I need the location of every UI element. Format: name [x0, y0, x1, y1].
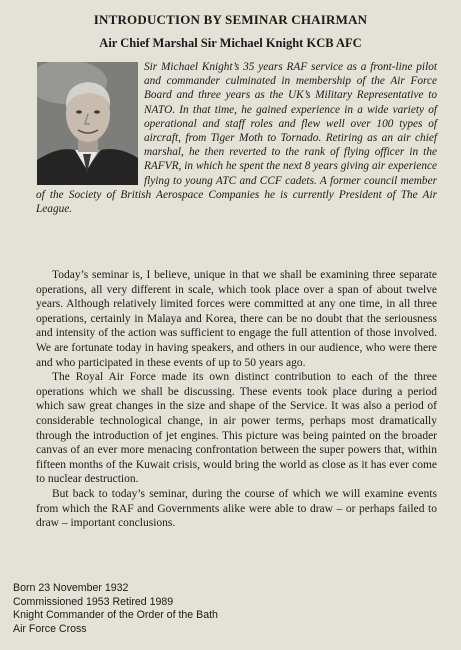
detail-honour-afc: Air Force Cross: [13, 622, 87, 635]
paragraph: The Royal Air Force made its own distinct contribution to each of the three operations which we shall be discussing. These events took place during a period which saw great changes in the size and shape of the Service. It was also a period of considerable technological change, in air power terms, perhaps most dramatically through the introduction of jet engines. This picture was being painted on the broader canvas of an ever more menacing confrontation between the super powers that, within fifteen months of the Kuwait crisis, would bring the world as close as it has ever come to nuclear destruction.: [36, 371, 437, 486]
biography-text: [36, 60, 437, 216]
paragraph: Today’s seminar is, I believe, unique in that we shall be examining three separate operations, all very different in scale, which took place over a span of about twelve years. Although relatively limited forces were committed at any one time, in all three operations, certainly in Malaya and Korea, there can be no doubt that the seriousness and intensity of the action was sufficient to engage the full attention of those involved. We are fortunate today in having speakers, and others in our audience, who were there and who participated in these events of up to 50 years ago.: [36, 269, 437, 369]
introduction-body: [36, 268, 437, 531]
detail-honour-kcb: Knight Commander of the Order of the Bath: [13, 609, 218, 622]
detail-born: Born 23 November 1932: [13, 582, 129, 594]
paragraph: But back to today’s seminar, during the course of which we will examine events from which the RAF and Governments alike were able to draw – or perhaps failed to draw – important conclusions.: [36, 487, 437, 530]
page-title: INTRODUCTION BY SEMINAR CHAIRMAN: [93, 12, 368, 27]
page-subtitle: Air Chief Marshal Sir Michael Knight KCB AFC: [99, 36, 362, 50]
detail-service: Commissioned 1953 Retired 1989: [13, 595, 174, 608]
biography-body: Sir Michael Knight’s 35 years RAF service as a front-line pilot and commander culminated in membership of the Air Force Board and three years as the UK’s Military Representative to NATO. In that time, he gained experience in a wide variety of operational and staff roles and flew well over 100 types of aircraft, from Tiger Moth to Tornado. Retiring as an air chief marshal, he then reverted to the rank of flying officer in the RAFVR, in which he spent the next 8 years giving air experience flying to young ATC and CCF cadets. A former council member of the Society of British Aerospace Companies he is currently President of The Air League.: [36, 61, 437, 216]
personal-details: [13, 582, 453, 636]
